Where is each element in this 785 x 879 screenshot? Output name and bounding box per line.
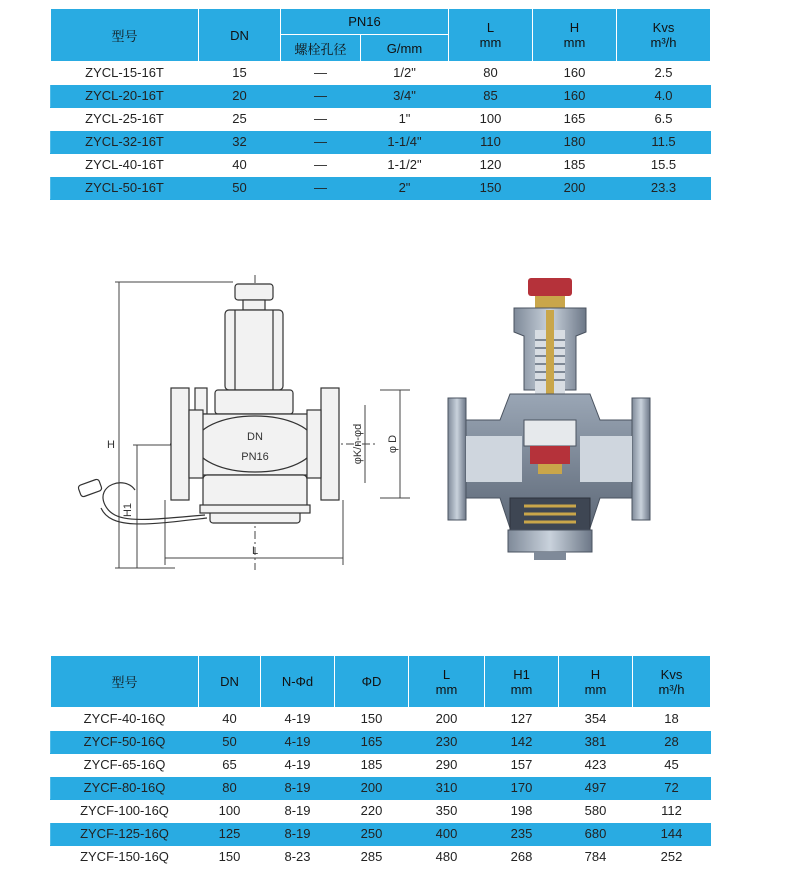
cell-h1: 198 [485, 800, 559, 823]
header-model: 型号 [51, 9, 199, 62]
header-h: H mm [559, 656, 633, 708]
cell-g: 1/2" [361, 62, 449, 85]
cell-h: 784 [559, 846, 633, 869]
header-phi-d: ΦD [335, 656, 409, 708]
cell-model: ZYCL-50-16T [51, 177, 199, 200]
cell-nd: 4-19 [261, 708, 335, 731]
cell-dn: 32 [199, 131, 281, 154]
header-model: 型号 [51, 656, 199, 708]
table-row [51, 85, 711, 108]
table-row [51, 108, 711, 131]
cell-kvs: 72 [633, 777, 711, 800]
header-l: L mm [449, 9, 533, 62]
header-l: L mm [409, 656, 485, 708]
cell-dn: 20 [199, 85, 281, 108]
table-row [51, 777, 711, 800]
cell-model: ZYCF-50-16Q [51, 731, 199, 754]
cell-bolt: — [281, 85, 361, 108]
cell-kvs: 23.3 [617, 177, 711, 200]
cell-dn: 15 [199, 62, 281, 85]
cell-kvs: 6.5 [617, 108, 711, 131]
cell-model: ZYCL-32-16T [51, 131, 199, 154]
cell-kvs: 28 [633, 731, 711, 754]
cell-h: 180 [533, 131, 617, 154]
cell-model: ZYCF-40-16Q [51, 708, 199, 731]
header-dn: DN [199, 9, 281, 62]
cell-h1: 127 [485, 708, 559, 731]
table-row [51, 177, 711, 200]
cell-kvs: 11.5 [617, 131, 711, 154]
l-dimension-label: L [251, 545, 259, 557]
cell-h1: 268 [485, 846, 559, 869]
cell-l: 230 [409, 731, 485, 754]
cell-kvs: 18 [633, 708, 711, 731]
cell-l: 120 [449, 154, 533, 177]
cell-l: 400 [409, 823, 485, 846]
cell-dn: 125 [199, 823, 261, 846]
bolt-circle-label: φK/n-φd [352, 423, 364, 465]
cell-model: ZYCF-100-16Q [51, 800, 199, 823]
cell-model: ZYCF-80-16Q [51, 777, 199, 800]
header-kvs: Kvs m³/h [617, 9, 711, 62]
header-n-d: N-Φd [261, 656, 335, 708]
cell-l: 480 [409, 846, 485, 869]
cell-phid: 200 [335, 777, 409, 800]
cell-kvs: 4.0 [617, 85, 711, 108]
cell-l: 85 [449, 85, 533, 108]
cell-h: 185 [533, 154, 617, 177]
cell-h: 580 [559, 800, 633, 823]
cell-model: ZYCL-25-16T [51, 108, 199, 131]
table-row [51, 846, 711, 869]
table-row [51, 823, 711, 846]
cell-dn: 50 [199, 177, 281, 200]
header-kvs: Kvs m³/h [633, 656, 711, 708]
cell-dn: 65 [199, 754, 261, 777]
cell-l: 110 [449, 131, 533, 154]
cell-g: 1-1/2" [361, 154, 449, 177]
cell-l: 290 [409, 754, 485, 777]
cell-l: 100 [449, 108, 533, 131]
valve-cutaway-image [440, 270, 655, 565]
table-row [51, 131, 711, 154]
cell-kvs: 112 [633, 800, 711, 823]
cell-nd: 4-19 [261, 731, 335, 754]
cell-l: 80 [449, 62, 533, 85]
cell-kvs: 252 [633, 846, 711, 869]
cell-h1: 170 [485, 777, 559, 800]
cell-h: 160 [533, 62, 617, 85]
table-row [51, 62, 711, 85]
table-row [51, 154, 711, 177]
cell-kvs: 144 [633, 823, 711, 846]
cell-kvs: 2.5 [617, 62, 711, 85]
cell-l: 350 [409, 800, 485, 823]
cell-model: ZYCL-40-16T [51, 154, 199, 177]
cell-h1: 235 [485, 823, 559, 846]
pn-label: PN16 [241, 451, 269, 463]
cell-model: ZYCF-125-16Q [51, 823, 199, 846]
spec-table-flanged [50, 655, 711, 869]
cell-l: 200 [409, 708, 485, 731]
cell-g: 1" [361, 108, 449, 131]
table-row [51, 800, 711, 823]
cell-phid: 220 [335, 800, 409, 823]
spec-table-threaded [50, 8, 711, 200]
cell-h1: 157 [485, 754, 559, 777]
header-h1: H1 mm [485, 656, 559, 708]
flange-diameter-label: φ D [387, 434, 399, 454]
cell-phid: 150 [335, 708, 409, 731]
cell-h: 165 [533, 108, 617, 131]
cell-bolt: — [281, 108, 361, 131]
cell-h: 423 [559, 754, 633, 777]
header-h: H mm [533, 9, 617, 62]
cell-model: ZYCF-150-16Q [51, 846, 199, 869]
cell-h: 354 [559, 708, 633, 731]
cell-model: ZYCL-15-16T [51, 62, 199, 85]
cell-phid: 185 [335, 754, 409, 777]
cell-g: 2" [361, 177, 449, 200]
cell-model: ZYCF-65-16Q [51, 754, 199, 777]
cell-nd: 8-23 [261, 846, 335, 869]
cell-model: ZYCL-20-16T [51, 85, 199, 108]
cell-dn: 25 [199, 108, 281, 131]
cell-kvs: 45 [633, 754, 711, 777]
cell-h: 381 [559, 731, 633, 754]
cell-phid: 165 [335, 731, 409, 754]
cell-l: 310 [409, 777, 485, 800]
cell-h: 200 [533, 177, 617, 200]
table-row [51, 754, 711, 777]
cell-nd: 4-19 [261, 754, 335, 777]
cell-h: 497 [559, 777, 633, 800]
cell-dn: 40 [199, 708, 261, 731]
cell-h: 680 [559, 823, 633, 846]
cell-kvs: 15.5 [617, 154, 711, 177]
table-row [51, 708, 711, 731]
cell-dn: 150 [199, 846, 261, 869]
cell-dn: 80 [199, 777, 261, 800]
cell-bolt: — [281, 154, 361, 177]
h1-dimension-label: H1 [122, 502, 134, 518]
cell-g: 3/4" [361, 85, 449, 108]
cell-l: 150 [449, 177, 533, 200]
cell-nd: 8-19 [261, 800, 335, 823]
cell-dn: 50 [199, 731, 261, 754]
cell-phid: 250 [335, 823, 409, 846]
h-dimension-label: H [107, 439, 115, 451]
cell-g: 1-1/4" [361, 131, 449, 154]
header-pn16: PN16 [281, 9, 449, 35]
table-row [51, 731, 711, 754]
valve-dimension-drawing [75, 270, 410, 575]
cell-nd: 8-19 [261, 777, 335, 800]
cell-nd: 8-19 [261, 823, 335, 846]
dn-label: DN [247, 431, 263, 443]
header-g-mm: G/mm [361, 35, 449, 62]
cell-phid: 285 [335, 846, 409, 869]
cell-dn: 100 [199, 800, 261, 823]
header-bolt-hole: 螺栓孔径 [281, 35, 361, 62]
cell-bolt: — [281, 177, 361, 200]
cell-bolt: — [281, 131, 361, 154]
cell-h: 160 [533, 85, 617, 108]
cell-bolt: — [281, 62, 361, 85]
cell-h1: 142 [485, 731, 559, 754]
cell-dn: 40 [199, 154, 281, 177]
header-dn: DN [199, 656, 261, 708]
